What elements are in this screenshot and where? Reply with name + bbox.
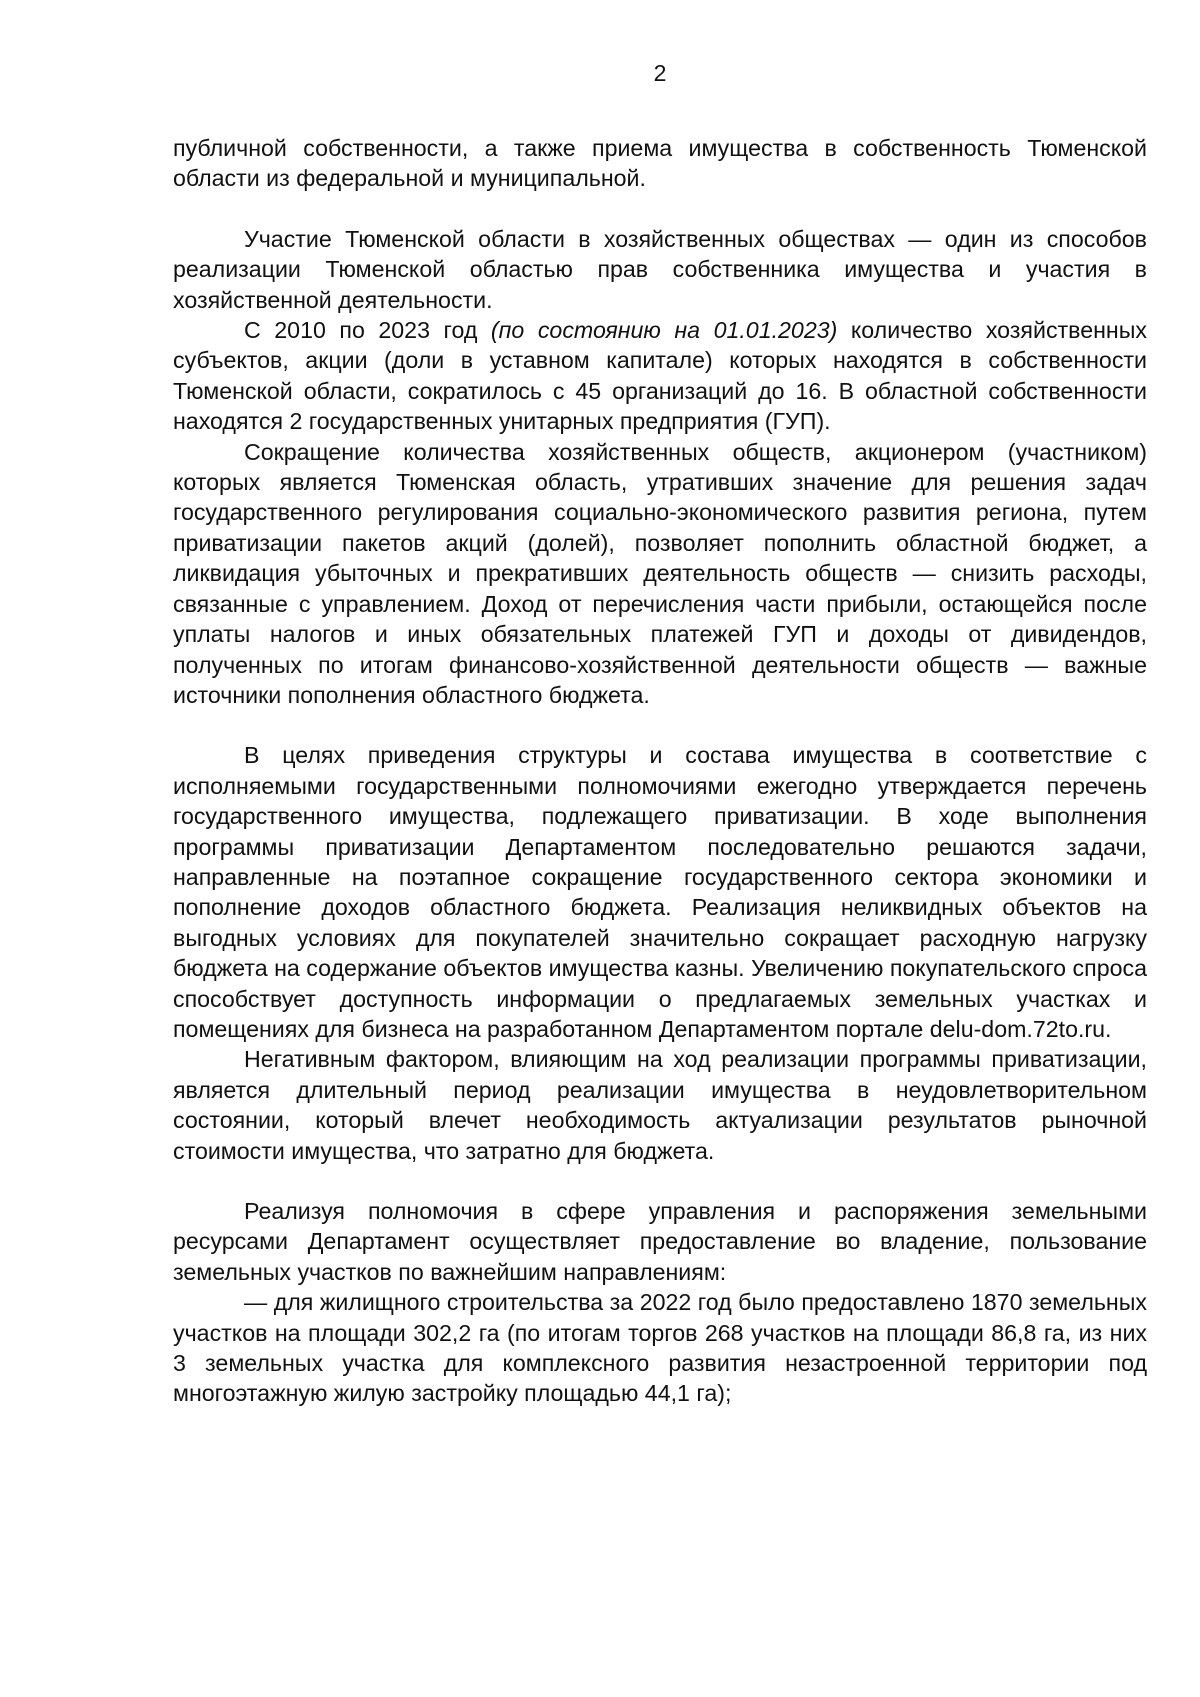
paragraph-statistics-date-note: (по состоянию на 01.01.2023)	[490, 317, 838, 344]
paragraph-land-resources: Реализуя полномочия в сфере управления и распоряжения земельными ресурсами Департамент осуществляет предоставление во владение, пользование земельных участков по важнейшим направлениям:	[173, 1198, 1147, 1285]
paragraph-reduction: Сокращение количества хозяйственных обществ, акционером (участником) которых является Тюменская область, утративших значение для решения задач государственного регулирования социально-экономического развития региона, путем приватизации пакетов акций (долей), позволяет пополнить областной бюджет, а ликвидация убыточных и прекративших деятельность обществ — снизить расходы, связанные с управлением. Доход от перечисления части прибыли, остающейся после уплаты налогов и иных обязательных платежей ГУП и доходы от дивидендов, полученных по итогам финансово-хозяйственной деятельности обществ — важные источники пополнения областного бюджета.	[173, 438, 1147, 708]
paragraph-continuation: публичной собственности, а также приема имущества в собственность Тюменской области из федеральной и муниципальной.	[173, 135, 1147, 192]
document-body	[173, 133, 1147, 1409]
paragraph-statistics-lead: С 2010 по 2023 год	[244, 317, 491, 344]
paragraph-privatization: В целях приведения структуры и состава имущества в соответствие с исполняемыми государственными полномочиями ежегодно утверждается перечень государственного имущества, подлежащего приватизации. В ходе выполнения программы приватизации Департаментом последовательно решаются задачи, направленные на поэтапное сокращение государственного сектора экономики и пополнение доходов областного бюджета. Реализация неликвидных объектов на выгодных условиях для покупателей значительно сокращает расходную нагрузку бюджета на содержание объектов имущества казны. Увеличению покупательского спроса способствует доступность информации о предлагаемых земельных участках и помещениях для бизнеса на разработанном Департаментом портале delu-dom.72to.ru.	[173, 742, 1147, 1042]
paragraph-negative-factor: Негативным фактором, влияющим на ход реализации программы приватизации, является длительный период реализации имущества в неудовлетворительном состоянии, который влечет необходимость актуализации результатов рыночной стоимости имущества, что затратно для бюджета.	[173, 1046, 1147, 1164]
paragraph-housing-construction: — для жилищного строительства за 2022 год было предоставлено 1870 земельных участков на площади 302,2 га (по итогам торгов 268 участков на площади 86,8 га, из них 3 земельных участка для комплексного развития незастроенной территории под многоэтажную жилую застройку площадью 44,1 га);	[173, 1289, 1147, 1407]
paragraph-statistics-rest: количество хозяйственных субъектов, акции (доли в уставном капитале) которых находятся в собственности Тюменской области, сократилось с 45 организаций до 16. В областной собственности находятся 2 государственных унитарных предприятия (ГУП).	[173, 317, 1147, 435]
paragraph-participation: Участие Тюменской области в хозяйственных обществах — один из способов реализации Тюменской областью прав собственника имущества и участия в хозяйственной деятельности.	[173, 225, 1147, 313]
paragraph-statistics	[173, 315, 1147, 437]
page-number: 2	[653, 60, 667, 86]
